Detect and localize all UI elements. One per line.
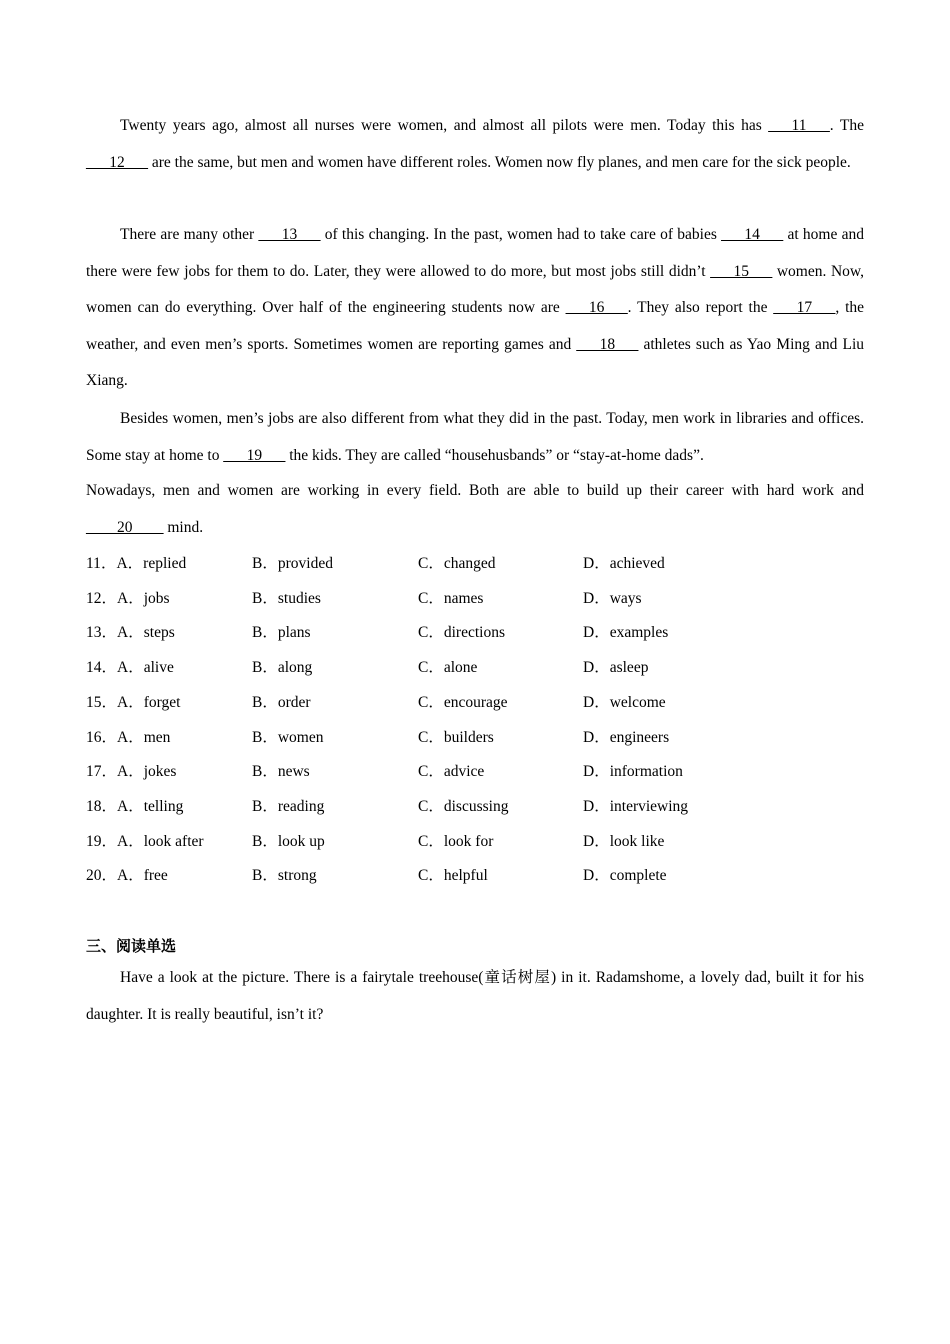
- question-number: 15: [86, 693, 102, 711]
- option-letter: D: [583, 555, 595, 572]
- option-c: [418, 621, 505, 645]
- separator: ．: [428, 797, 444, 815]
- option-b: [252, 691, 311, 715]
- option-letter: B: [252, 589, 263, 607]
- separator: ．: [100, 555, 117, 572]
- option-text: news: [277, 763, 310, 781]
- option-text: welcome: [609, 693, 666, 711]
- separator: ．: [128, 693, 144, 711]
- option-text: alone: [443, 659, 478, 677]
- option-a: [86, 864, 168, 888]
- question-number: 11: [86, 555, 101, 572]
- option-text: asleep: [609, 659, 649, 677]
- option-letter: C: [418, 555, 429, 572]
- separator: ．: [262, 555, 278, 572]
- option-d: [583, 691, 666, 715]
- option-text: studies: [277, 589, 321, 607]
- separator: ．: [262, 728, 278, 746]
- separator: ．: [594, 589, 610, 607]
- option-text: complete: [609, 867, 667, 885]
- question-number: 20: [86, 867, 102, 885]
- question-number: 17: [86, 763, 102, 781]
- option-b: [252, 864, 317, 888]
- question-number: 18: [86, 797, 102, 815]
- option-text: achieved: [609, 555, 665, 572]
- option-text: men: [143, 728, 171, 746]
- option-text: plans: [277, 624, 311, 642]
- option-text: helpful: [443, 867, 488, 885]
- blank-15: ___15___: [710, 262, 773, 280]
- separator: ．: [428, 589, 444, 607]
- option-a: [86, 656, 174, 680]
- question-number: 12: [86, 589, 102, 607]
- separator: ．: [101, 589, 118, 607]
- option-a: [86, 795, 183, 819]
- option-letter: C: [418, 728, 429, 746]
- option-letter: D: [583, 693, 595, 711]
- option-text: encourage: [443, 693, 508, 711]
- separator: ．: [128, 797, 144, 815]
- option-c: [418, 795, 508, 819]
- option-text: strong: [277, 867, 317, 885]
- option-letter: C: [418, 797, 429, 815]
- option-b: [252, 760, 310, 784]
- option-d: [583, 760, 683, 784]
- option-letter: B: [252, 797, 263, 815]
- option-letter: A: [117, 659, 129, 677]
- separator: ．: [128, 832, 144, 850]
- option-letter: A: [117, 797, 129, 815]
- option-b: [252, 726, 324, 750]
- blank-11: ___11___: [768, 117, 830, 134]
- option-text: look like: [609, 832, 665, 850]
- separator: ．: [428, 728, 444, 746]
- option-letter: D: [583, 867, 595, 885]
- option-b: [252, 587, 321, 611]
- option-letter: D: [583, 589, 595, 607]
- option-text: jokes: [143, 763, 177, 781]
- option-d: [583, 795, 688, 819]
- separator: ．: [101, 832, 118, 850]
- option-a: [86, 552, 186, 576]
- option-c: [418, 691, 508, 715]
- blank-16: ___16___: [565, 299, 628, 316]
- option-letter: A: [117, 728, 129, 746]
- option-d: [583, 864, 667, 888]
- option-b: [252, 830, 325, 854]
- option-text: names: [443, 589, 484, 607]
- option-letter: A: [117, 589, 129, 607]
- option-a: [86, 760, 176, 784]
- passage-paragraph-1: Twenty years ago, almost all nurses were women, and almost all pilots were men. Today this has ___11___. The ___12___ are the same, but men and women have different roles. Women now fly planes, and men care for the sick people.: [86, 117, 864, 171]
- option-text: reading: [277, 797, 325, 815]
- option-b: [252, 621, 311, 645]
- option-letter: A: [117, 867, 129, 885]
- separator: ．: [594, 763, 610, 781]
- question-number: 13: [86, 624, 102, 642]
- option-b: [252, 795, 324, 819]
- option-letter: B: [252, 763, 263, 781]
- separator: ．: [428, 555, 444, 572]
- option-letter: A: [117, 693, 129, 711]
- option-letter: D: [583, 763, 595, 781]
- separator: ．: [128, 589, 144, 607]
- separator: ．: [101, 693, 118, 711]
- option-c: [418, 552, 496, 576]
- option-d: [583, 552, 665, 576]
- option-text: directions: [443, 624, 505, 642]
- option-d: [583, 830, 664, 854]
- option-letter: B: [252, 555, 263, 572]
- separator: ．: [128, 867, 144, 885]
- option-c: [418, 760, 484, 784]
- option-letter: A: [117, 832, 129, 850]
- option-text: discussing: [443, 797, 509, 815]
- separator: ．: [594, 555, 610, 572]
- question-number: 19: [86, 832, 102, 850]
- option-text: interviewing: [609, 797, 689, 815]
- option-letter: B: [252, 832, 263, 850]
- option-letter: C: [418, 693, 429, 711]
- question-number: 14: [86, 659, 102, 677]
- section-intro-paragraph: Have a look at the picture. There is a fairytale treehouse(童话树屋) in it. Radamshome, a lovely dad, built it for his daughter. It is really beautiful, isn’t it?: [86, 969, 864, 1023]
- blank-14: ___14___: [721, 226, 784, 243]
- option-text: along: [277, 659, 313, 677]
- option-letter: B: [252, 693, 263, 711]
- separator: ．: [262, 763, 278, 781]
- option-letter: C: [418, 867, 429, 885]
- separator: ．: [101, 867, 118, 885]
- blank-20: ____20____: [86, 518, 164, 536]
- blank-18: ___18___: [576, 335, 639, 353]
- option-letter: D: [583, 832, 595, 850]
- option-text: changed: [443, 555, 496, 572]
- option-letter: B: [252, 659, 263, 677]
- section-title: 三、阅读单选: [86, 937, 177, 955]
- option-text: engineers: [609, 728, 670, 746]
- separator: ．: [262, 797, 278, 815]
- option-letter: C: [418, 659, 429, 677]
- separator: ．: [128, 763, 144, 781]
- option-letter: D: [583, 797, 595, 815]
- option-b: [252, 656, 312, 680]
- option-a: [86, 691, 180, 715]
- separator: ．: [428, 659, 444, 677]
- separator: ．: [101, 797, 118, 815]
- option-letter: A: [116, 555, 128, 572]
- option-a: [86, 587, 170, 611]
- option-c: [418, 726, 494, 750]
- question-number: 16: [86, 728, 102, 746]
- separator: ．: [101, 763, 118, 781]
- separator: ．: [128, 659, 144, 677]
- blank-13: ___13___: [258, 226, 321, 243]
- option-text: telling: [143, 797, 184, 815]
- option-a: [86, 830, 204, 854]
- option-a: [86, 726, 170, 750]
- option-text: forget: [143, 693, 181, 711]
- blank-19: ___19___: [223, 446, 286, 464]
- separator: ．: [594, 867, 610, 885]
- option-letter: C: [418, 832, 429, 850]
- separator: ．: [127, 555, 144, 572]
- passage-paragraph-4: Nowadays, men and women are working in every field. Both are able to build up their career with hard work and ____20____ mind.: [86, 482, 864, 536]
- blank-12: ___12___: [86, 153, 148, 171]
- separator: ．: [594, 728, 610, 746]
- separator: ．: [128, 624, 144, 642]
- separator: ．: [101, 624, 118, 642]
- separator: ．: [262, 624, 278, 642]
- option-letter: B: [252, 624, 263, 642]
- option-text: order: [277, 693, 311, 711]
- separator: ．: [428, 867, 444, 885]
- option-letter: D: [583, 728, 595, 746]
- separator: ．: [594, 693, 610, 711]
- option-letter: A: [117, 624, 129, 642]
- option-text: advice: [443, 763, 485, 781]
- passage-paragraph-2: There are many other ___13___ of this changing. In the past, women had to take care of babies ___14___ at home and there were few jobs for them to do. Later, they were allowed to do more, but most jobs still didn’t ___15___ women. Now, women can do everything. Over half of the engineering students now are ___16___. They also report the ___17___, the weather, and even men’s sports. Sometimes women are reporting games and ___18___ athletes such as Yao Ming and Liu Xiang.: [86, 226, 865, 389]
- separator: ．: [594, 797, 610, 815]
- separator: ．: [428, 693, 444, 711]
- blank-17: ___17___: [773, 299, 836, 316]
- option-text: ways: [609, 589, 642, 607]
- option-text: steps: [143, 624, 175, 642]
- separator: ．: [101, 659, 118, 677]
- option-text: look after: [143, 832, 204, 850]
- separator: ．: [594, 624, 610, 642]
- separator: ．: [262, 832, 278, 850]
- option-letter: C: [418, 624, 429, 642]
- option-text: jobs: [143, 589, 170, 607]
- separator: ．: [428, 763, 444, 781]
- separator: ．: [262, 693, 278, 711]
- option-b: [252, 552, 333, 576]
- option-letter: C: [418, 589, 429, 607]
- option-text: builders: [443, 728, 494, 746]
- option-letter: C: [418, 763, 429, 781]
- option-text: information: [609, 763, 683, 781]
- option-text: look for: [443, 832, 494, 850]
- separator: ．: [594, 832, 610, 850]
- option-letter: B: [252, 728, 263, 746]
- separator: ．: [262, 867, 278, 885]
- separator: ．: [101, 728, 118, 746]
- option-text: examples: [609, 624, 669, 642]
- separator: ．: [428, 832, 444, 850]
- separator: ．: [128, 728, 144, 746]
- option-d: [583, 621, 668, 645]
- option-c: [418, 656, 477, 680]
- option-letter: D: [583, 624, 595, 642]
- option-letter: B: [252, 867, 263, 885]
- option-c: [418, 864, 488, 888]
- separator: ．: [262, 589, 278, 607]
- option-text: alive: [143, 659, 174, 677]
- option-a: [86, 621, 175, 645]
- separator: ．: [262, 659, 278, 677]
- separator: ．: [428, 624, 444, 642]
- option-c: [418, 830, 493, 854]
- option-text: replied: [143, 555, 187, 572]
- option-text: provided: [277, 555, 333, 572]
- passage-paragraph-3: Besides women, men’s jobs are also different from what they did in the past. Today, men work in libraries and offices. Some stay at home to ___19___ the kids. They are called “househusbands” or “stay-at-home dads”.: [86, 410, 864, 464]
- option-text: women: [277, 728, 324, 746]
- option-letter: A: [117, 763, 129, 781]
- option-d: [583, 726, 669, 750]
- option-text: look up: [277, 832, 325, 850]
- option-d: [583, 587, 642, 611]
- option-letter: D: [583, 659, 595, 677]
- option-text: free: [143, 867, 168, 885]
- option-d: [583, 656, 648, 680]
- separator: ．: [594, 659, 610, 677]
- option-c: [418, 587, 483, 611]
